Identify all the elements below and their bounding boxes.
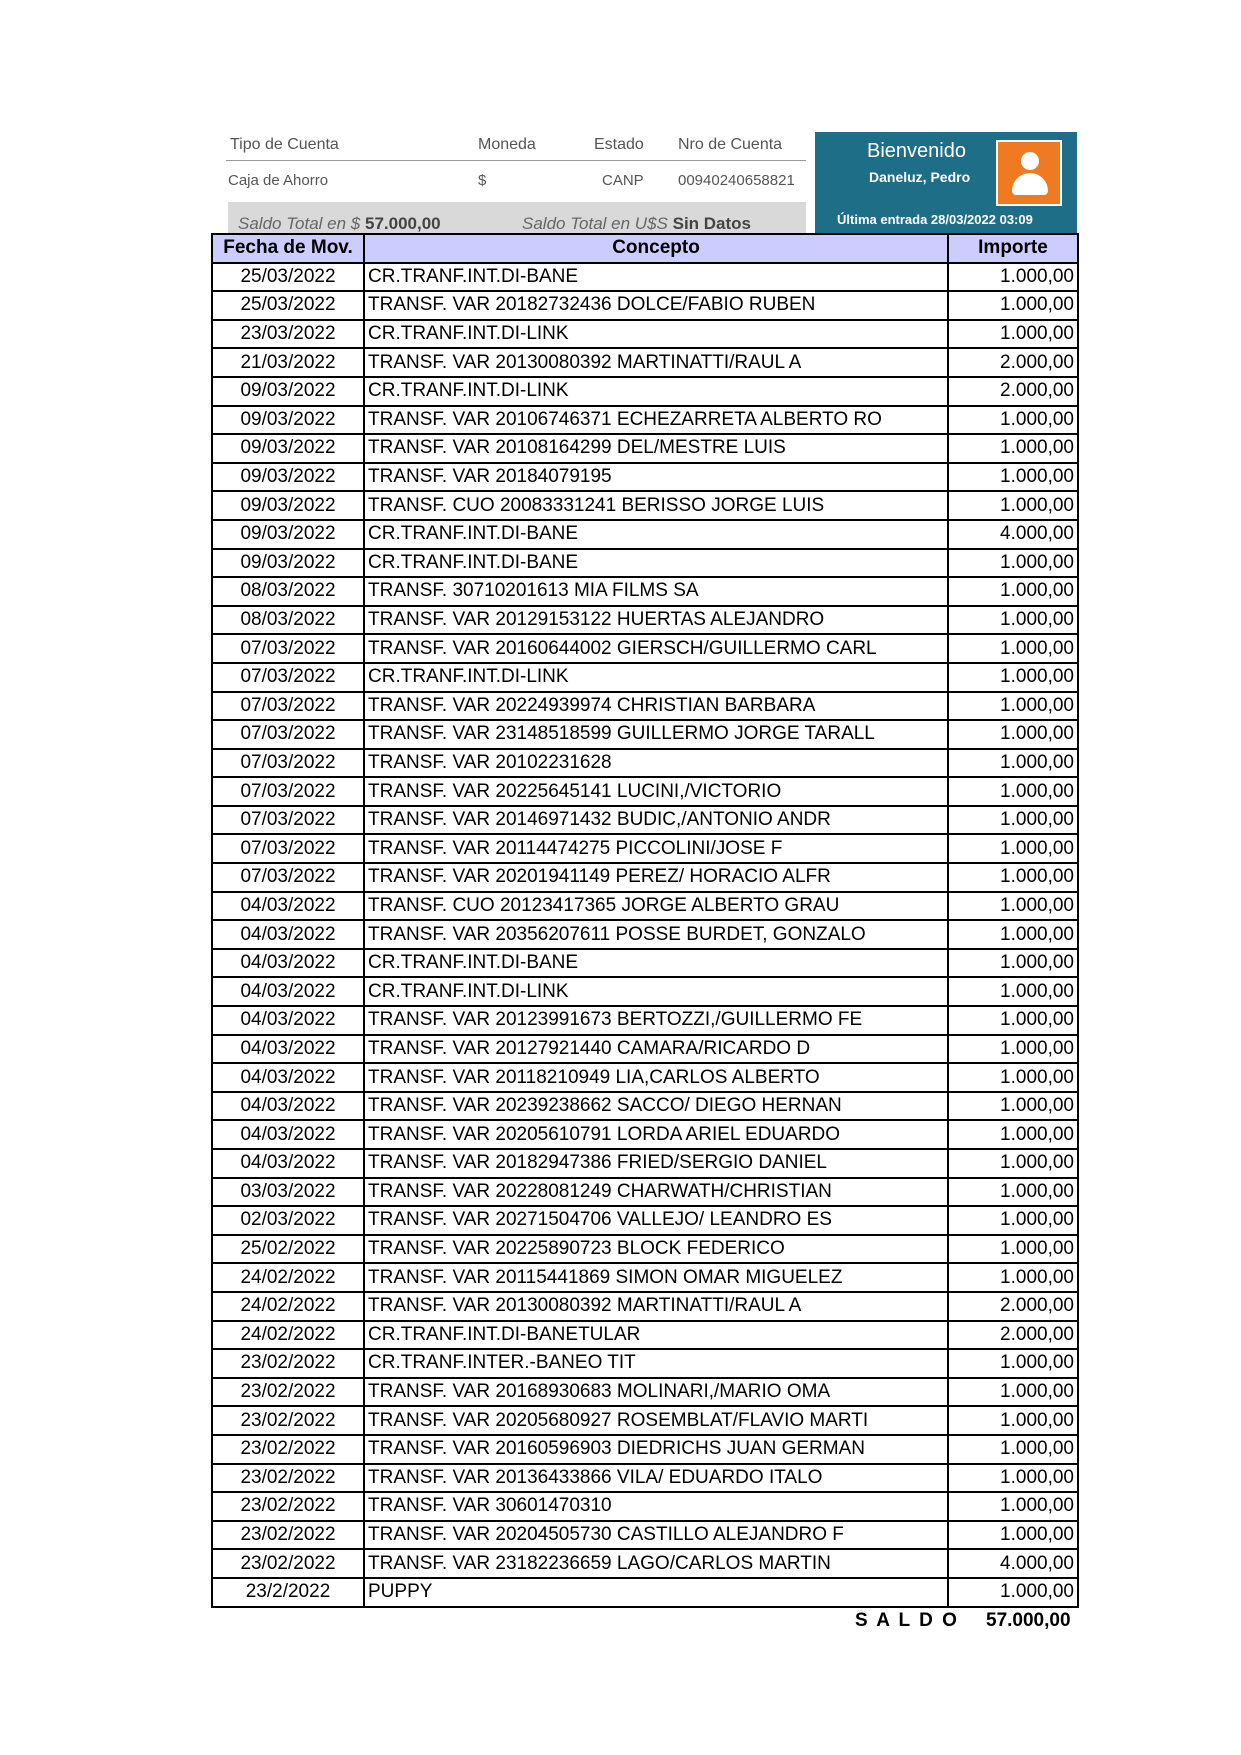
table-row: [212, 1349, 1078, 1378]
row-concept: TRANSF. VAR 20182947386 FRIED/SERGIO DANIEL: [364, 1149, 948, 1178]
row-concept: TRANSF. VAR 20160596903 DIEDRICHS JUAN GERMAN: [364, 1435, 948, 1464]
user-avatar-icon[interactable]: [996, 140, 1062, 206]
row-concept: CR.TRANF.INT.DI-BANE: [364, 520, 948, 549]
row-amount: 1.000,00: [948, 1578, 1078, 1607]
row-concept: TRANSF. VAR 20204505730 CASTILLO ALEJANDRO F: [364, 1521, 948, 1550]
row-date: 23/02/2022: [212, 1435, 364, 1464]
row-date: 23/02/2022: [212, 1492, 364, 1521]
row-amount: 1.000,00: [948, 1521, 1078, 1550]
welcome-user-name: Daneluz, Pedro: [869, 169, 971, 185]
row-concept: CR.TRANF.INT.DI-BANETULAR: [364, 1321, 948, 1350]
row-date: 25/03/2022: [212, 291, 364, 320]
row-date: 07/03/2022: [212, 863, 364, 892]
row-amount: 1.000,00: [948, 892, 1078, 921]
row-amount: 1.000,00: [948, 1149, 1078, 1178]
row-amount: 1.000,00: [948, 1435, 1078, 1464]
row-concept: TRANSF. VAR 20356207611 POSSE BURDET, GONZALO: [364, 920, 948, 949]
row-concept: TRANSF. VAR 20123991673 BERTOZZI,/GUILLERMO FE: [364, 1006, 948, 1035]
row-amount: 1.000,00: [948, 777, 1078, 806]
table-row: [212, 663, 1078, 692]
row-concept: TRANSF. VAR 20115441869 SIMON OMAR MIGUELEZ: [364, 1263, 948, 1292]
row-amount: 1.000,00: [948, 320, 1078, 349]
balance-pesos-value: 57.000,00: [364, 214, 441, 233]
row-concept: TRANSF. VAR 20228081249 CHARWATH/CHRISTIAN: [364, 1178, 948, 1207]
header-account-type: Tipo de Cuenta: [230, 136, 339, 153]
row-date: 23/02/2022: [212, 1549, 364, 1578]
row-date: 09/03/2022: [212, 463, 364, 492]
header-status: Estado: [594, 136, 644, 153]
table-row: [212, 892, 1078, 921]
table-row: [212, 1035, 1078, 1064]
header-account-number: Nro de Cuenta: [678, 136, 783, 153]
row-date: 04/03/2022: [212, 1149, 364, 1178]
table-row: [212, 834, 1078, 863]
row-amount: 1.000,00: [948, 434, 1078, 463]
row-date: 04/03/2022: [212, 1063, 364, 1092]
row-amount: 1.000,00: [948, 606, 1078, 635]
row-amount: 1.000,00: [948, 806, 1078, 835]
table-row: [212, 577, 1078, 606]
table-row: [212, 1149, 1078, 1178]
table-row: [212, 1578, 1078, 1607]
row-amount: 1.000,00: [948, 1464, 1078, 1493]
row-amount: 1.000,00: [948, 863, 1078, 892]
row-amount: 1.000,00: [948, 577, 1078, 606]
table-row: [212, 1292, 1078, 1321]
row-amount: 2.000,00: [948, 1321, 1078, 1350]
account-number-value: 00940240658821: [678, 172, 795, 189]
row-concept: TRANSF. VAR 20205610791 LORDA ARIEL EDUARDO: [364, 1120, 948, 1149]
row-concept: CR.TRANF.INT.DI-LINK: [364, 977, 948, 1006]
row-amount: 1.000,00: [948, 1063, 1078, 1092]
row-concept: TRANSF. VAR 20271504706 VALLEJO/ LEANDRO ES: [364, 1206, 948, 1235]
row-concept: CR.TRANF.INT.DI-BANE: [364, 949, 948, 978]
row-date: 09/03/2022: [212, 406, 364, 435]
row-date: 21/03/2022: [212, 348, 364, 377]
row-concept: CR.TRANF.INT.DI-LINK: [364, 377, 948, 406]
row-concept: TRANSF. VAR 20160644002 GIERSCH/GUILLERMO CARL: [364, 634, 948, 663]
table-row: [212, 1492, 1078, 1521]
status-value: CANP: [602, 172, 644, 189]
row-concept: TRANSF. VAR 20225645141 LUCINI,/VICTORIO: [364, 777, 948, 806]
table-row: [212, 1378, 1078, 1407]
row-date: 04/03/2022: [212, 920, 364, 949]
row-amount: 1.000,00: [948, 1406, 1078, 1435]
row-concept: CR.TRANF.INT.DI-LINK: [364, 320, 948, 349]
row-amount: 1.000,00: [948, 1206, 1078, 1235]
row-concept: CR.TRANF.INT.DI-LINK: [364, 663, 948, 692]
row-amount: 1.000,00: [948, 291, 1078, 320]
row-date: 09/03/2022: [212, 549, 364, 578]
row-concept: TRANSF. VAR 20146971432 BUDIC,/ANTONIO ANDR: [364, 806, 948, 835]
row-date: 04/03/2022: [212, 1035, 364, 1064]
row-amount: 1.000,00: [948, 1492, 1078, 1521]
row-amount: 1.000,00: [948, 1006, 1078, 1035]
row-date: 04/03/2022: [212, 1092, 364, 1121]
table-row: [212, 1092, 1078, 1121]
row-date: 07/03/2022: [212, 720, 364, 749]
row-date: 07/03/2022: [212, 834, 364, 863]
avatar-head: [1021, 152, 1039, 170]
row-concept: TRANSF. VAR 23148518599 GUILLERMO JORGE TARALL: [364, 720, 948, 749]
row-amount: 2.000,00: [948, 377, 1078, 406]
row-date: 03/03/2022: [212, 1178, 364, 1207]
row-concept: TRANSF. VAR 20129153122 HUERTAS ALEJANDRO: [364, 606, 948, 635]
row-date: 23/03/2022: [212, 320, 364, 349]
table-row: [212, 1263, 1078, 1292]
row-amount: 1.000,00: [948, 634, 1078, 663]
row-date: 04/03/2022: [212, 1120, 364, 1149]
table-row: [212, 1549, 1078, 1578]
table-row: [212, 463, 1078, 492]
balance-usd-label: Saldo Total en U$S: [522, 214, 668, 233]
row-concept: CR.TRANF.INT.DI-BANE: [364, 549, 948, 578]
welcome-greeting: Bienvenido: [867, 140, 966, 162]
row-concept: TRANSF. VAR 30601470310: [364, 1492, 948, 1521]
row-amount: 1.000,00: [948, 720, 1078, 749]
table-row: [212, 977, 1078, 1006]
table-row: [212, 806, 1078, 835]
row-amount: 1.000,00: [948, 406, 1078, 435]
table-row: [212, 863, 1078, 892]
balance-usd: [522, 214, 751, 234]
row-date: 23/02/2022: [212, 1349, 364, 1378]
row-date: 07/03/2022: [212, 634, 364, 663]
table-row: [212, 377, 1078, 406]
header-currency: Moneda: [478, 136, 536, 153]
row-amount: 1.000,00: [948, 463, 1078, 492]
row-date: 04/03/2022: [212, 892, 364, 921]
row-date: 09/03/2022: [212, 491, 364, 520]
table-row: [212, 263, 1078, 292]
row-amount: 1.000,00: [948, 1035, 1078, 1064]
table-row: [212, 634, 1078, 663]
row-concept: TRANSF. VAR 20106746371 ECHEZARRETA ALBERTO RO: [364, 406, 948, 435]
row-date: 08/03/2022: [212, 606, 364, 635]
row-amount: 1.000,00: [948, 1092, 1078, 1121]
header-divider: [226, 160, 806, 161]
row-concept: CR.TRANF.INT.DI-BANE: [364, 263, 948, 292]
row-date: 23/02/2022: [212, 1464, 364, 1493]
row-amount: 1.000,00: [948, 1178, 1078, 1207]
row-date: 07/03/2022: [212, 749, 364, 778]
table-row: [212, 1521, 1078, 1550]
row-concept: TRANSF. VAR 20127921440 CAMARA/RICARDO D: [364, 1035, 948, 1064]
welcome-panel: [815, 132, 1077, 234]
table-row: [212, 1406, 1078, 1435]
balance-pesos: [238, 214, 441, 234]
table-row: [212, 720, 1078, 749]
row-amount: 2.000,00: [948, 1292, 1078, 1321]
row-date: 25/02/2022: [212, 1235, 364, 1264]
table-row: [212, 1206, 1078, 1235]
column-header-concept: Concepto: [364, 234, 948, 263]
row-date: 04/03/2022: [212, 1006, 364, 1035]
row-concept: TRANSF. VAR 20224939974 CHRISTIAN BARBARA: [364, 692, 948, 721]
row-date: 24/02/2022: [212, 1292, 364, 1321]
row-date: 04/03/2022: [212, 949, 364, 978]
row-concept: TRANSF. VAR 20130080392 MARTINATTI/RAUL A: [364, 348, 948, 377]
row-concept: TRANSF. VAR 20114474275 PICCOLINI/JOSE F: [364, 834, 948, 863]
row-date: 23/02/2022: [212, 1406, 364, 1435]
table-row: [212, 1435, 1078, 1464]
last-entry: Última entrada 28/03/2022 03:09: [837, 212, 1033, 227]
row-amount: 1.000,00: [948, 263, 1078, 292]
row-concept: TRANSF. VAR 20225890723 BLOCK FEDERICO: [364, 1235, 948, 1264]
table-row: [212, 1006, 1078, 1035]
balance-pesos-label: Saldo Total en $: [238, 214, 361, 233]
row-concept: TRANSF. 30710201613 MIA FILMS SA: [364, 577, 948, 606]
row-concept: TRANSF. VAR 20201941149 PEREZ/ HORACIO ALFR: [364, 863, 948, 892]
row-date: 23/2/2022: [212, 1578, 364, 1607]
table-row: [212, 348, 1078, 377]
row-date: 09/03/2022: [212, 434, 364, 463]
table-row: [212, 777, 1078, 806]
table-row: [212, 606, 1078, 635]
table-row: [212, 1063, 1078, 1092]
row-amount: 4.000,00: [948, 520, 1078, 549]
row-date: 09/03/2022: [212, 377, 364, 406]
row-concept: TRANSF. VAR 20108164299 DEL/MESTRE LUIS: [364, 434, 948, 463]
table-row: [212, 1235, 1078, 1264]
table-row: [212, 491, 1078, 520]
row-concept: TRANSF. VAR 23182236659 LAGO/CARLOS MARTIN: [364, 1549, 948, 1578]
row-concept: TRANSF. CUO 20083331241 BERISSO JORGE LUIS: [364, 491, 948, 520]
row-amount: 1.000,00: [948, 977, 1078, 1006]
total-label: S A L D O: [855, 1610, 959, 1631]
row-date: 23/02/2022: [212, 1521, 364, 1550]
table-row: [212, 520, 1078, 549]
table-row: [212, 549, 1078, 578]
row-amount: 1.000,00: [948, 491, 1078, 520]
row-concept: TRANSF. VAR 20239238662 SACCO/ DIEGO HERNAN: [364, 1092, 948, 1121]
row-amount: 1.000,00: [948, 549, 1078, 578]
row-amount: 1.000,00: [948, 949, 1078, 978]
row-amount: 1.000,00: [948, 1263, 1078, 1292]
row-date: 23/02/2022: [212, 1378, 364, 1407]
row-date: 08/03/2022: [212, 577, 364, 606]
row-date: 07/03/2022: [212, 806, 364, 835]
column-header-amount: Importe: [948, 234, 1078, 263]
total-value: 57.000,00: [986, 1610, 1071, 1631]
row-concept: TRANSF. CUO 20123417365 JORGE ALBERTO GRAU: [364, 892, 948, 921]
row-amount: 1.000,00: [948, 1120, 1078, 1149]
row-amount: 1.000,00: [948, 1235, 1078, 1264]
row-date: 24/02/2022: [212, 1321, 364, 1350]
row-date: 24/02/2022: [212, 1263, 364, 1292]
row-concept: TRANSF. VAR 20184079195: [364, 463, 948, 492]
row-date: 25/03/2022: [212, 263, 364, 292]
row-date: 07/03/2022: [212, 663, 364, 692]
row-amount: 4.000,00: [948, 1549, 1078, 1578]
row-amount: 2.000,00: [948, 348, 1078, 377]
row-amount: 1.000,00: [948, 749, 1078, 778]
table-row: [212, 749, 1078, 778]
row-amount: 1.000,00: [948, 920, 1078, 949]
table-row: [212, 320, 1078, 349]
table-row: [212, 1321, 1078, 1350]
row-amount: 1.000,00: [948, 834, 1078, 863]
row-date: 07/03/2022: [212, 777, 364, 806]
row-concept: TRANSF. VAR 20118210949 LIA,CARLOS ALBERTO: [364, 1063, 948, 1092]
row-amount: 1.000,00: [948, 1378, 1078, 1407]
row-date: 09/03/2022: [212, 520, 364, 549]
table-row: [212, 920, 1078, 949]
balance-usd-value: Sin Datos: [672, 214, 752, 233]
row-concept: TRANSF. VAR 20102231628: [364, 749, 948, 778]
row-date: 04/03/2022: [212, 977, 364, 1006]
row-concept: TRANSF. VAR 20136433866 VILA/ EDUARDO ITALO: [364, 1464, 948, 1493]
row-concept: TRANSF. VAR 20168930683 MOLINARI,/MARIO OMA: [364, 1378, 948, 1407]
row-date: 02/03/2022: [212, 1206, 364, 1235]
row-concept: CR.TRANF.INTER.-BANEO TIT: [364, 1349, 948, 1378]
table-row: [212, 406, 1078, 435]
row-date: 07/03/2022: [212, 692, 364, 721]
row-amount: 1.000,00: [948, 663, 1078, 692]
table-row: [212, 291, 1078, 320]
table-row: [212, 692, 1078, 721]
table-header-row: [212, 234, 1078, 263]
row-concept: TRANSF. VAR 20182732436 DOLCE/FABIO RUBEN: [364, 291, 948, 320]
movements-table: [211, 233, 1079, 1608]
row-concept: TRANSF. VAR 20130080392 MARTINATTI/RAUL A: [364, 1292, 948, 1321]
table-row: [212, 949, 1078, 978]
table-row: [212, 434, 1078, 463]
movements-body: [212, 263, 1078, 1607]
column-header-date: Fecha de Mov.: [212, 234, 364, 263]
table-row: [212, 1464, 1078, 1493]
row-amount: 1.000,00: [948, 692, 1078, 721]
table-row: [212, 1178, 1078, 1207]
row-concept: TRANSF. VAR 20205680927 ROSEMBLAT/FLAVIO MARTI: [364, 1406, 948, 1435]
account-type-value: Caja de Ahorro: [228, 172, 329, 189]
currency-value: $: [478, 172, 487, 189]
table-row: [212, 1120, 1078, 1149]
row-concept: PUPPY: [364, 1578, 948, 1607]
avatar-body: [1012, 173, 1048, 195]
row-amount: 1.000,00: [948, 1349, 1078, 1378]
